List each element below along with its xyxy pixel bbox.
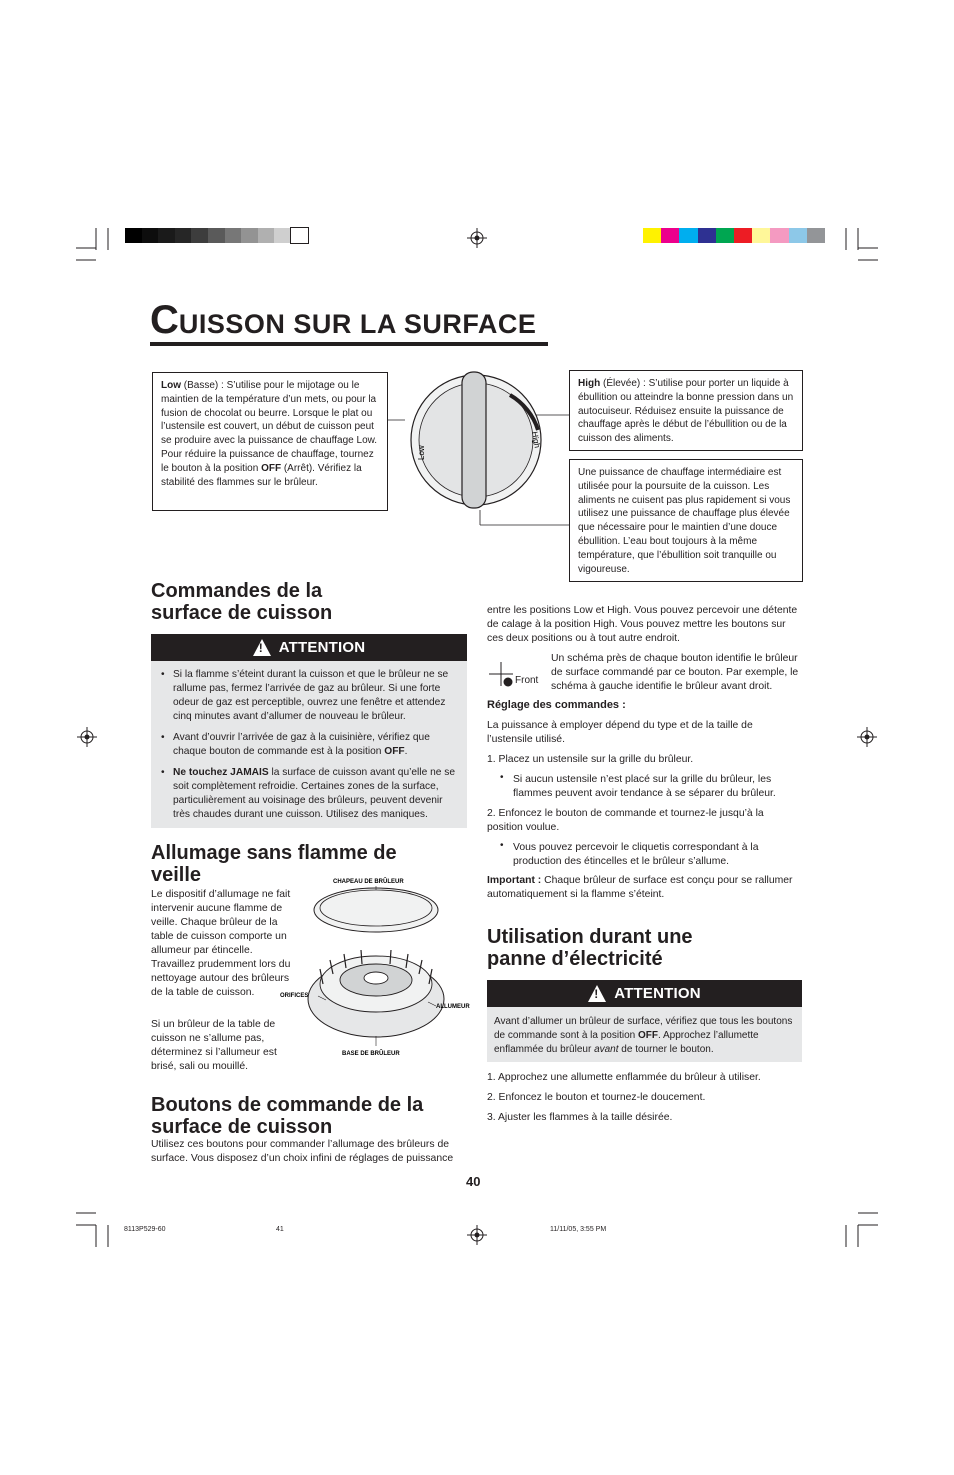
title-rest: UISSON SUR LA SURFACE (178, 309, 537, 339)
panne-step-3: 3. Ajuster les flammes à la taille désirée. (487, 1112, 673, 1123)
step-2: 2. Enfoncez le bouton de commande et tournez-le jusqu’à la position voulue. (487, 808, 764, 833)
low-text: (Basse) : S’utilise pour le mijotage ou le maintien de la température d’un mets, ou pour la fusion de chocolat ou beurre. Lorsque le plat ou l’ustensile est couvert, un début de cuisson peut se produire avec la puissance de chauffage Low. Pour réduire la puissance de chauffage, tournez le bouton à la position (161, 380, 378, 474)
title-cap: C (150, 298, 179, 342)
list-item: • Si la flamme s’éteint durant la cuisson et que le brûleur ne se rallume pas, fermez l’arrivée de gaz au brûleur. Si une forte odeur de gaz est perceptible, ouvrez une fenêtre et attendez cinq minutes avant d’allumer de nouveau le brûleur. (155, 668, 457, 724)
color-swatch (752, 228, 770, 243)
knob-high-label: High (530, 430, 542, 449)
color-swatch (661, 228, 679, 243)
step-2-bullet: Vous pouvez percevoir le cliquetis correspondant à la production des étincelles et le brûleur s’allume. (513, 842, 759, 867)
color-swatch (698, 228, 716, 243)
front-diagram (487, 660, 545, 688)
low-end: (Arrêt). Vérifiez la stabilité des flammes sur le brûleur. (161, 462, 362, 488)
col2-paragraph-3: La puissance à employer dépend du type et de la taille de l’ustensile utilisé. (487, 720, 753, 745)
high-key: High (578, 378, 601, 389)
list-item: • Ne touchez JAMAIS la surface de cuisson avant qu’elle ne se soit complètement refroidie. Certaines zones de la surface, particulièrement au voisinage des brûleurs, peuvent devenir très chaudes durant une cuisson. Utilisez des maniques. (155, 766, 457, 822)
footer-code: 8113P529-60 (124, 1226, 166, 1233)
attention-header-1 (151, 634, 467, 661)
allumage-paragraph-2: Si un brûleur de la table de cuisson ne s’allume pas, déterminez si l’allumeur est brisé, sali ou mouillé. (151, 1019, 277, 1072)
footer-sheet: 41 (276, 1226, 284, 1233)
color-swatch (191, 228, 208, 243)
knob-low-label: Low (417, 445, 426, 460)
color-swatch (716, 228, 734, 243)
color-swatch (770, 228, 788, 243)
panne-step-1: 1. Approchez une allumette enflammée du brûleur à utiliser. (487, 1072, 761, 1083)
attention-label-1: ATTENTION (278, 639, 366, 656)
bullet-dot: • (500, 772, 504, 783)
color-swatch (291, 228, 308, 243)
col2-paragraph-2: Un schéma près de chaque bouton identifie le brûleur de surface commandé par ce bouton. Par exemple, le schéma à gauche identifie le brûleur avant droit. (551, 653, 799, 692)
panne-step-2: 2. Enfoncez le bouton et tournez-le doucement. (487, 1092, 706, 1103)
boutons-paragraph: Utilisez ces boutons pour commander l’allumage des brûleurs de surface. Vous disposez d’un choix infini de réglages de puissance (151, 1139, 454, 1164)
color-swatch (142, 228, 159, 243)
important-note: Important : Chaque brûleur de surface est conçu pour se rallumer automatiquement si la flamme s’éteint. (487, 875, 793, 900)
attention-label-2: ATTENTION (614, 985, 701, 1002)
page-number: 40 (466, 1174, 481, 1189)
burner-illustration (278, 874, 478, 1064)
color-swatch (208, 228, 225, 243)
front-label: Front (515, 675, 539, 686)
label-allumeur: ALLUMEUR (436, 1004, 470, 1010)
step-1: 1. Placez un ustensile sur la grille du brûleur. (487, 754, 694, 765)
footer-date: 11/11/05, 3:55 PM (550, 1226, 607, 1233)
attention-box-2 (487, 980, 802, 1062)
medium-callout (569, 459, 803, 582)
color-swatch (258, 228, 275, 243)
list-item: • Avant d’ouvrir l’arrivée de gaz à la cuisinière, vérifiez que chaque bouton de commande est à la position OFF. (155, 731, 457, 759)
attention-header-2 (487, 980, 802, 1007)
attention-box-1 (151, 634, 467, 828)
high-callout (569, 370, 803, 451)
color-swatch (734, 228, 752, 243)
step-1-bullet: Si aucun ustensile n’est placé sur la grille du brûleur, les flammes peuvent avoir tendance à se séparer du brûleur. (513, 774, 776, 799)
low-key: Low (161, 380, 181, 391)
section-heading-allumage: Allumage sans flamme de veille (151, 842, 397, 886)
bullet-dot: • (500, 840, 504, 851)
attention-text-2: Avant d’allumer un brûleur de surface, vérifiez que tous les boutons de commande sont à la position OFF. Approchez l’allumette enflammée du brûleur avant de tourner le bouton. (494, 1016, 793, 1055)
color-swatch (225, 228, 242, 243)
allumage-paragraph-1: Le dispositif d’allumage ne fait intervenir aucune flamme de veille. Chaque brûleur de la table de cuisson comporte un allumeur par étincelle. Travaillez prudemment lors du nettoyage autour des brûleurs de la table de cuisson. (151, 889, 291, 998)
color-swatch (643, 228, 661, 243)
reglage-subheading: Réglage des commandes : (487, 699, 626, 711)
medium-text: Une puissance de chauffage intermédiaire est utilisée pour la poursuite de la cuisson. Les aliments ne cuisent pas plus rapidement si vous utilisez une puissance de chauffage plus élevée que nécessaire pour le maintien d’une douce ébullition. L’eau bout toujours à la même température, que l’ébullition soit tranquille ou vigoureuse. (578, 467, 791, 575)
high-text: (Élevée) : S’utilise pour porter un liquide à ébullition ou atteindre la bonne pression dans un autocuiseur. Réduisez ensuite la puissance de chauffage après le début de l’ébullition ou de la cuisson des aliments. (578, 378, 794, 445)
label-chapeau: CHAPEAU DE BRÛLEUR (333, 879, 404, 885)
color-swatch (241, 228, 258, 243)
label-orifices: ORIFICES (280, 993, 309, 999)
color-swatch (807, 228, 825, 243)
page-title (150, 298, 548, 343)
section-heading-panne: Utilisation durant une panne d’électricité (487, 926, 693, 970)
section-heading-commandes: Commandes de la surface de cuisson (151, 580, 333, 624)
title-rule (150, 342, 548, 346)
warning-icon (588, 985, 606, 1002)
color-swatch (125, 228, 142, 243)
low-callout (152, 372, 388, 511)
col2-paragraph-1: entre les positions Low et High. Vous pouvez percevoir une détente de calage à la position High. Vous pouvez mettre les boutons sur ces deux positions ou à tout autre endroit. (487, 605, 798, 644)
color-swatch (158, 228, 175, 243)
color-swatch (274, 228, 291, 243)
color-swatch (789, 228, 807, 243)
label-base: BASE DE BRÛLEUR (342, 1051, 400, 1057)
low-off: OFF (261, 462, 282, 474)
color-swatch (175, 228, 192, 243)
control-knob-illustration (380, 360, 580, 540)
section-heading-boutons: Boutons de commande de la surface de cuisson (151, 1094, 424, 1138)
warning-icon (253, 639, 271, 656)
color-swatch (679, 228, 697, 243)
